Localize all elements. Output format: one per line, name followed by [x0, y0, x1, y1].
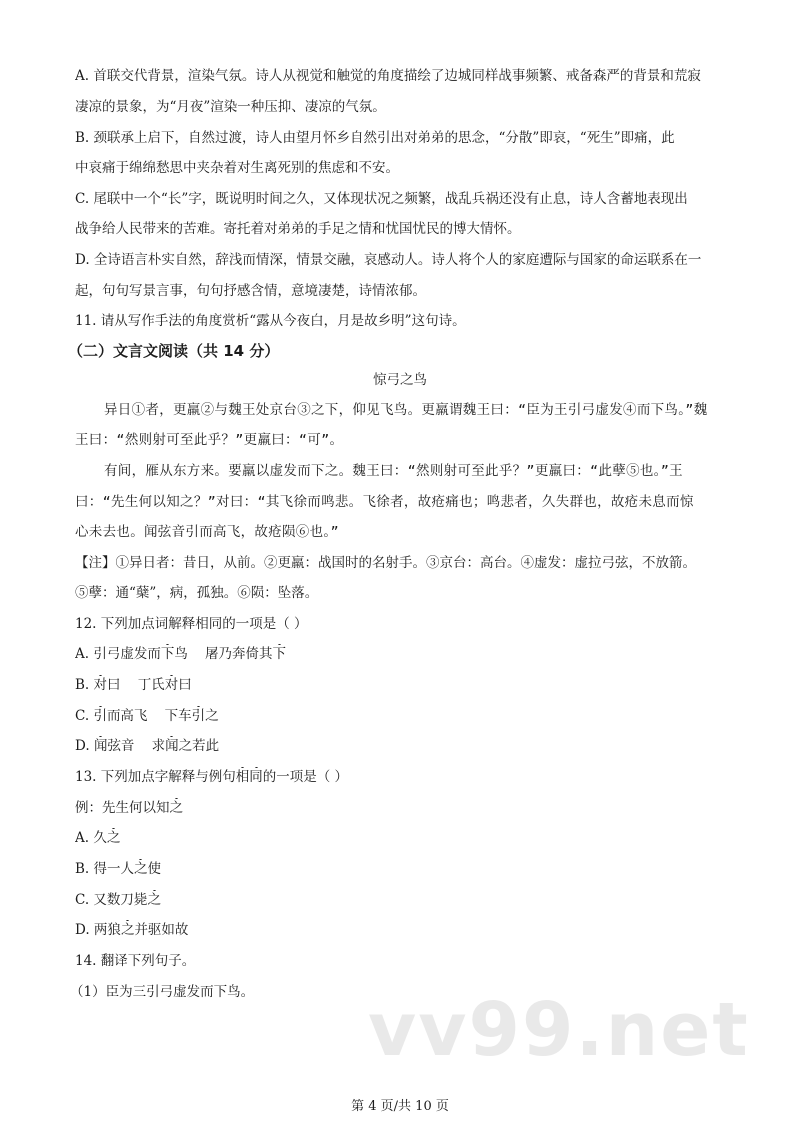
- dotted-char: 闻: [93, 738, 108, 754]
- dotted-char: 相: [235, 769, 250, 785]
- section-heading: （二）文言文阅读（共 14 分）: [68, 342, 280, 360]
- q12-option-c: C. 引而高飞 下车引之: [75, 708, 219, 724]
- dotted-char: 之: [120, 922, 135, 938]
- option-b-line-1: B. 颈联承上启下，自然过渡，诗人由望月怀乡自然引出对弟弟的思念，“分散”即哀，“死生”即痛，此: [75, 130, 675, 146]
- dotted-char: 引: [191, 708, 206, 724]
- option-c-line-2: 战争给人民带来的苦难。寄托着对弟弟的手足之情和忧国忧民的博大情怀。: [75, 221, 521, 237]
- dotted-char: 之: [147, 892, 161, 908]
- q13-option-b: B. 得一人之使: [75, 861, 162, 877]
- notes-line-2: ⑤孽：通“蘖”，病，孤独。⑥陨：坠落。: [75, 585, 319, 601]
- option-a-line-2: 凄凉的景象，为“月夜”渲染一种压抑、凄凉的气氛。: [75, 99, 386, 115]
- q12-option-a: A. 引弓虚发而下鸟 屠乃奔倚其下: [75, 646, 287, 662]
- dotted-char: 同: [249, 769, 263, 785]
- notes-line-1: 【注】①异日者：昔日，从前。②更羸：战国时的名射手。③京台：高台。④虚发：虚拉弓弦，不放箭。: [75, 555, 696, 571]
- q13-option-d: D. 两狼之并驱如故: [75, 922, 189, 938]
- passage-line: 异日①者，更羸②与魏王处京台③之下，仰见飞鸟。更羸谓魏王曰：“臣为王引弓虚发④而下鸟。”魏: [104, 402, 708, 418]
- option-a-line-1: A. 首联交代背景，渲染气氛。诗人从视觉和触觉的角度描绘了边城同样战事频繁、戒备森严的背景和荒寂: [75, 68, 701, 84]
- dotted-char: 之: [169, 800, 183, 816]
- q13-option-c: C. 又数刀毙之: [75, 892, 161, 908]
- q12-option-d: D. 闻弦音 求闻之若此: [75, 738, 220, 754]
- page-footer: 第 4 页/共 10 页: [351, 1099, 449, 1114]
- question-14: 14. 翻译下列句子。: [75, 953, 196, 969]
- option-b-line-2: 中哀痛于绵绵愁思中夹杂着对生离死别的焦虑和不安。: [75, 160, 399, 176]
- dotted-char: 引: [93, 708, 107, 724]
- dotted-char: 闻: [165, 738, 179, 754]
- q12-option-b: B. 对曰 丁氏对曰: [75, 677, 192, 693]
- question-13-stem: 13. 下列加点字解释与例句相同的一项是（ ）: [75, 769, 349, 785]
- dotted-char: 对: [93, 677, 108, 693]
- passage-line: 心未去也。闻弦音引而高飞，故疮陨⑥也。”: [75, 524, 339, 540]
- dotted-char: 对: [164, 677, 179, 693]
- dotted-char: 之: [134, 861, 148, 877]
- option-d-line-1: D. 全诗语言朴实自然，辞浅而情深，情景交融，哀感动人。诗人将个人的家庭遭际与国家的命运联系在一: [75, 252, 702, 268]
- passage-line: 曰：“先生何以知之？”对曰：“其飞徐而鸣悲。飞徐者，故疮痛也；鸣悲者，久失群也，故疮未息而惊: [75, 494, 694, 510]
- dotted-char: 之: [106, 830, 121, 846]
- question-11: 11. 请从写作手法的角度赏析“露从今夜白，月是故乡明”这句诗。: [75, 313, 466, 329]
- dotted-char: 下: [160, 646, 175, 662]
- dotted-char: 下: [272, 646, 287, 662]
- question-12-stem: 12. 下列加点词解释相同的一项是（ ）: [75, 616, 308, 632]
- question-14-item-1: （1）臣为三引弓虚发而下鸟。: [70, 984, 255, 1000]
- passage-line: 有间，雁从东方来。要羸以虚发而下之。魏王曰：“然则射可至此乎？”更羸曰：“此孽⑤也。”王: [104, 463, 683, 479]
- passage-title: 惊弓之鸟: [373, 372, 427, 388]
- q13-option-a: A. 久之: [75, 830, 121, 846]
- option-c-line-1: C. 尾联中一个“长”字，既说明时间之久，又体现状况之频繁，战乱兵祸还没有止息，诗人含蓄地表现出: [75, 191, 688, 207]
- passage-line: 王曰：“然则射可至此乎？”更羸曰：“可”。: [75, 432, 344, 448]
- q13-example: 例：先生何以知之: [75, 800, 183, 816]
- watermark: vv99.net: [368, 987, 750, 1073]
- option-d-line-2: 起，句句写景言事，句句抒感含情，意境凄楚，诗情浓郁。: [75, 283, 426, 299]
